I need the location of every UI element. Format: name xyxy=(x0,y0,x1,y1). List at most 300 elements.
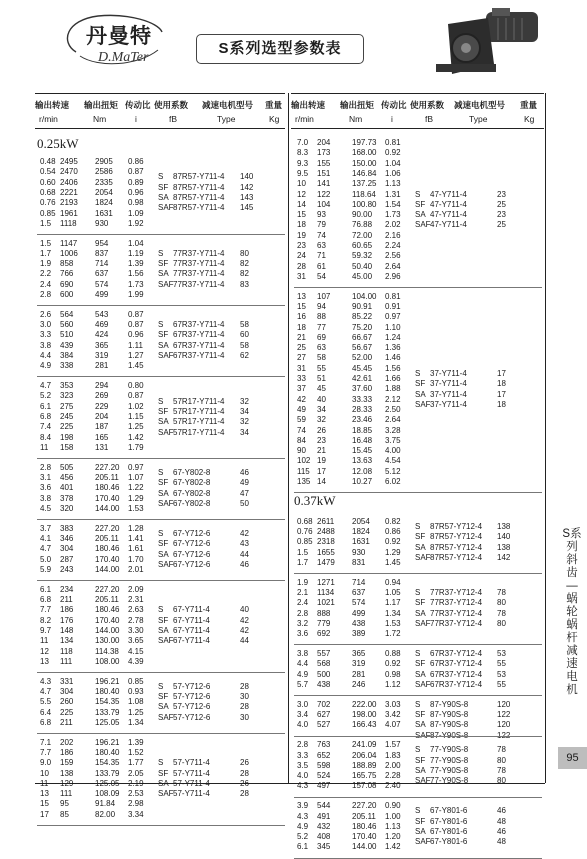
model-type-cell: 57-Y712-6 xyxy=(173,702,211,712)
service-factor-cell: 1.53 xyxy=(385,619,401,629)
torque-cell: 138 xyxy=(60,768,74,778)
service-factor-cell: 0.94 xyxy=(385,577,401,587)
speed-cell: 4.0 xyxy=(297,771,309,781)
service-factor-cell: 1.77 xyxy=(128,758,144,768)
torque-cell: 159 xyxy=(60,758,74,768)
weight-cell: 28 xyxy=(240,681,249,691)
speed-cell: 19 xyxy=(297,230,306,240)
model-prefix-cell: SA xyxy=(158,549,169,559)
service-factor-cell: 0.81 xyxy=(385,291,401,301)
ratio-cell: 168.00 xyxy=(352,148,377,158)
ratio-cell: 241.09 xyxy=(352,740,377,750)
ratio-cell: 180.46 xyxy=(95,483,120,493)
service-factor-cell: 2.12 xyxy=(385,394,401,404)
ratio-cell: 104.00 xyxy=(352,291,377,301)
ratio-cell: 319 xyxy=(95,351,109,361)
torque-cell: 568 xyxy=(317,659,331,669)
weight-cell: 48 xyxy=(497,816,506,826)
speed-cell: 23 xyxy=(297,241,306,250)
model-prefix-cell: SF xyxy=(158,478,169,488)
torque-cell: 45 xyxy=(317,384,326,394)
ratio-cell: 10.27 xyxy=(352,477,373,487)
speed-cell: 4.4 xyxy=(297,659,309,669)
service-factor-cell: 1.29 xyxy=(128,493,144,503)
ratio-cell: 424 xyxy=(95,330,109,340)
weight-cell: 49 xyxy=(240,478,249,488)
weight-cell: 83 xyxy=(240,279,249,289)
model-prefix-cell: SA xyxy=(415,389,426,399)
torque-cell: 85 xyxy=(60,809,69,819)
col-ratio-header: 传动比 xyxy=(381,100,407,110)
ratio-cell: 180.40 xyxy=(95,747,120,757)
speed-cell: 3.9 xyxy=(297,801,309,811)
model-type-cell: 57R17-Y711-4 xyxy=(173,427,225,437)
speed-cell: 1.9 xyxy=(297,577,309,587)
service-factor-cell: 2.56 xyxy=(385,251,401,261)
torque-cell: 173 xyxy=(317,148,331,158)
torque-cell: 63 xyxy=(317,241,326,250)
model-prefix-cell: SAF xyxy=(415,220,431,230)
torque-cell: 19 xyxy=(317,456,326,466)
speed-cell: 2.4 xyxy=(297,598,309,608)
service-factor-cell: 1.25 xyxy=(128,422,144,432)
ratio-cell: 229 xyxy=(95,401,109,411)
service-factor-cell: 0.91 xyxy=(385,301,401,311)
service-factor-cell: 2.24 xyxy=(385,241,401,250)
model-prefix-cell: SAF xyxy=(415,399,431,409)
service-factor-cell: 1.13 xyxy=(385,179,401,189)
service-factor-cell: 1.25 xyxy=(128,707,144,717)
weight-cell: 62 xyxy=(240,351,249,361)
service-factor-cell: 2.40 xyxy=(385,781,401,791)
speed-cell: 11 xyxy=(40,442,49,452)
model-type-cell: 57-Y711-4 xyxy=(173,768,210,778)
model-prefix-cell: SAF xyxy=(158,636,174,646)
model-type-cell: 57R17-Y711-4 xyxy=(173,396,225,406)
model-type-cell: 57-Y712-6 xyxy=(173,712,211,722)
ratio-cell: 137.25 xyxy=(352,179,377,189)
weight-cell: 142 xyxy=(240,182,254,192)
speed-cell: 3.6 xyxy=(297,629,309,639)
model-prefix-cell: SA xyxy=(158,488,169,498)
speed-cell: 0.76 xyxy=(40,198,56,208)
ratio-cell: 170.40 xyxy=(95,554,120,564)
col-torque-unit: Nm xyxy=(93,114,107,124)
model-type-cell: 37-Y711-4 xyxy=(430,399,467,409)
model-type-cell: 67-Y712-6 xyxy=(173,549,211,559)
model-prefix-cell: SAF xyxy=(158,351,174,361)
service-factor-cell: 1.92 xyxy=(128,218,144,228)
model-type-cell: 87R57-Y712-4 xyxy=(430,552,483,562)
torque-cell: 456 xyxy=(60,473,74,483)
speed-cell: 4.5 xyxy=(40,503,52,513)
service-factor-cell: 0.86 xyxy=(385,527,401,537)
model-prefix-cell: SA xyxy=(158,778,169,788)
service-factor-cell: 1.34 xyxy=(128,717,144,727)
weight-cell: 53 xyxy=(497,669,506,679)
service-factor-cell: 1.09 xyxy=(128,208,144,218)
ratio-cell: 206.04 xyxy=(352,750,377,760)
torque-cell: 1655 xyxy=(317,547,335,557)
service-factor-cell: 0.86 xyxy=(128,157,144,166)
model-type-cell: 37-Y711-4 xyxy=(430,389,467,399)
model-prefix-cell: SA xyxy=(415,542,426,552)
torque-cell: 323 xyxy=(60,391,74,401)
col-ratio-unit: i xyxy=(135,114,137,124)
group-separator xyxy=(37,376,285,377)
model-type-cell: 77R37-Y712-4 xyxy=(430,619,483,629)
gear-motor-image xyxy=(428,4,548,84)
weight-cell: 80 xyxy=(497,598,506,608)
torque-cell: 2318 xyxy=(317,537,335,547)
model-prefix-cell: S xyxy=(158,320,164,330)
service-factor-cell: 1.17 xyxy=(385,598,401,608)
speed-cell: 6.8 xyxy=(40,717,52,727)
ratio-cell: 714 xyxy=(352,577,366,587)
ratio-cell: 365 xyxy=(352,649,366,659)
torque-cell: 598 xyxy=(317,760,331,770)
speed-cell: 2.6 xyxy=(40,309,52,319)
speed-cell: 8.4 xyxy=(40,432,52,442)
torque-cell: 2406 xyxy=(60,177,78,187)
torque-cell: 346 xyxy=(60,534,74,544)
speed-cell: 3.2 xyxy=(297,619,309,629)
service-factor-cell: 1.04 xyxy=(128,238,144,248)
torque-cell: 55 xyxy=(317,363,326,373)
ratio-cell: 165 xyxy=(95,432,109,442)
model-prefix-cell: S xyxy=(415,649,421,659)
torque-cell: 527 xyxy=(317,720,331,730)
ratio-cell: 52.00 xyxy=(352,353,373,363)
speed-cell: 7.7 xyxy=(40,747,52,757)
service-factor-cell: 3.28 xyxy=(385,425,401,435)
speed-cell: 4.7 xyxy=(40,381,52,391)
torque-cell: 141 xyxy=(317,179,331,189)
weight-cell: 26 xyxy=(240,778,249,788)
model-prefix-cell: S xyxy=(158,528,164,538)
service-factor-cell: 2.50 xyxy=(385,404,401,414)
weight-cell: 46 xyxy=(497,827,506,837)
ratio-cell: 170.40 xyxy=(95,615,120,625)
ratio-cell: 205.11 xyxy=(95,473,119,483)
left-table-header xyxy=(35,93,285,129)
weight-cell: 46 xyxy=(240,467,249,477)
speed-cell: 3.4 xyxy=(297,710,309,720)
service-factor-cell: 1.39 xyxy=(128,259,144,269)
ratio-cell: 170.40 xyxy=(95,493,120,503)
group-separator xyxy=(37,733,285,734)
ratio-cell: 281 xyxy=(95,361,109,371)
model-type-cell: 77-Y90S-8 xyxy=(430,755,469,765)
ratio-cell: 831 xyxy=(352,558,366,568)
service-factor-cell: 1.61 xyxy=(128,544,144,554)
model-prefix-cell: SAF xyxy=(158,279,174,289)
speed-cell: 0.76 xyxy=(297,527,313,537)
speed-cell: 3.1 xyxy=(40,473,52,483)
speed-cell: 4.0 xyxy=(297,720,309,730)
weight-cell: 18 xyxy=(497,379,506,389)
weight-cell: 25 xyxy=(497,199,506,209)
model-type-cell: 47-Y711-4 xyxy=(430,220,467,230)
ratio-cell: 1631 xyxy=(352,537,370,547)
speed-cell: 0.68 xyxy=(40,187,56,197)
torque-cell: 560 xyxy=(60,320,74,330)
service-factor-cell: 0.96 xyxy=(128,330,144,340)
speed-cell: 4.3 xyxy=(40,676,52,686)
ratio-cell: 154.35 xyxy=(95,758,120,768)
service-factor-cell: 1.07 xyxy=(128,473,144,483)
model-prefix-cell: SF xyxy=(158,406,169,416)
service-factor-cell: 1.83 xyxy=(385,750,401,760)
ratio-cell: 50.40 xyxy=(352,261,373,271)
model-prefix-cell: SAF xyxy=(158,427,174,437)
speed-cell: 1.5 xyxy=(40,218,52,228)
weight-cell: 82 xyxy=(240,269,249,279)
col-service-factor-header: 使用系数 xyxy=(410,100,445,110)
weight-cell: 80 xyxy=(497,619,506,629)
model-type-cell: 37-Y711-4 xyxy=(430,368,467,378)
ratio-cell: 205.11 xyxy=(95,534,119,544)
model-prefix-cell: S xyxy=(158,467,164,477)
speed-cell: 11 xyxy=(40,636,49,646)
ratio-cell: 2335 xyxy=(95,177,113,187)
model-prefix-cell: SA xyxy=(158,340,169,350)
weight-cell: 17 xyxy=(497,389,506,399)
model-type-cell: 67-Y802-8 xyxy=(173,467,211,477)
weight-cell: 23 xyxy=(497,210,506,220)
torque-cell: 439 xyxy=(60,340,74,350)
group-separator xyxy=(294,695,542,696)
torque-cell: 2488 xyxy=(317,527,335,537)
speed-cell: 18 xyxy=(297,322,306,332)
speed-cell: 11 xyxy=(40,778,49,788)
service-factor-cell: 1.29 xyxy=(385,547,401,557)
page-header xyxy=(0,0,587,92)
col-model-unit: Type xyxy=(217,114,236,124)
service-factor-cell: 1.73 xyxy=(128,279,144,289)
model-type-cell: 67-Y802-8 xyxy=(173,488,211,498)
weight-cell: 34 xyxy=(240,406,249,416)
service-factor-cell: 1.70 xyxy=(128,554,144,564)
service-factor-cell: 0.87 xyxy=(128,309,144,319)
speed-cell: 4.3 xyxy=(297,781,309,791)
model-prefix-cell: S xyxy=(415,806,421,816)
torque-cell: 858 xyxy=(60,259,74,269)
group-separator xyxy=(37,234,285,235)
weight-cell: 28 xyxy=(240,768,249,778)
ratio-cell: 170.40 xyxy=(352,832,377,842)
torque-cell: 432 xyxy=(317,821,331,831)
torque-cell: 384 xyxy=(60,351,74,361)
service-factor-cell: 0.81 xyxy=(385,138,401,147)
ratio-cell: 2586 xyxy=(95,167,113,177)
model-type-cell: 77R37-Y712-4 xyxy=(430,588,483,598)
torque-cell: 74 xyxy=(317,230,326,240)
speed-cell: 4.9 xyxy=(297,821,309,831)
service-factor-cell: 1.79 xyxy=(128,442,144,452)
torque-cell: 338 xyxy=(60,361,74,371)
model-prefix-cell: SAF xyxy=(415,680,431,690)
model-prefix-cell: S xyxy=(158,396,164,406)
group-separator xyxy=(294,797,542,798)
weight-cell: 122 xyxy=(497,710,511,720)
torque-cell: 438 xyxy=(317,680,331,690)
torque-cell: 211 xyxy=(60,717,73,727)
model-prefix-cell: S xyxy=(158,681,164,691)
group-separator xyxy=(37,672,285,673)
torque-cell: 557 xyxy=(317,649,331,659)
ratio-cell: 72.00 xyxy=(352,230,373,240)
col-ratio-header: 传动比 xyxy=(125,100,151,110)
speed-cell: 3.3 xyxy=(297,750,309,760)
service-factor-cell: 0.82 xyxy=(385,516,401,526)
speed-cell: 13 xyxy=(40,656,49,666)
weight-cell: 78 xyxy=(497,745,506,755)
weight-cell: 26 xyxy=(240,758,249,768)
weight-cell: 30 xyxy=(240,712,249,722)
service-factor-cell: 0.92 xyxy=(385,659,401,669)
speed-cell: 18 xyxy=(297,220,306,230)
col-torque-header: 输出扭矩 xyxy=(84,100,119,110)
ratio-cell: 365 xyxy=(95,340,109,350)
model-prefix-cell: SA xyxy=(415,608,426,618)
weight-cell: 43 xyxy=(240,539,249,549)
torque-cell: 1006 xyxy=(60,248,78,258)
ratio-cell: 130.00 xyxy=(95,636,120,646)
torque-cell: 94 xyxy=(317,301,326,311)
speed-cell: 31 xyxy=(297,363,306,373)
model-prefix-cell: SAF xyxy=(158,712,174,722)
service-factor-cell: 5.12 xyxy=(385,466,401,476)
weight-cell: 140 xyxy=(497,532,511,542)
torque-cell: 692 xyxy=(317,629,331,639)
speed-cell: 0.60 xyxy=(40,177,56,187)
torque-cell: 93 xyxy=(317,210,326,220)
model-prefix-cell: S xyxy=(415,522,421,532)
torque-cell: 245 xyxy=(60,412,74,422)
weight-cell: 34 xyxy=(240,427,249,437)
model-prefix-cell: SF xyxy=(158,615,169,625)
ratio-cell: 438 xyxy=(352,619,366,629)
service-factor-cell: 0.89 xyxy=(128,177,144,187)
ratio-cell: 15.45 xyxy=(352,446,373,456)
service-factor-cell: 0.98 xyxy=(385,669,401,679)
speed-cell: 37 xyxy=(297,384,306,394)
model-type-cell: 67-Y801-6 xyxy=(430,827,468,837)
torque-cell: 69 xyxy=(317,332,326,342)
service-factor-cell: 3.30 xyxy=(128,625,144,635)
model-type-cell: 77R37-Y712-4 xyxy=(430,598,483,608)
service-factor-cell: 2.16 xyxy=(385,230,401,240)
ratio-cell: 2054 xyxy=(95,187,113,197)
service-factor-cell: 1.72 xyxy=(385,629,401,639)
ratio-cell: 45.45 xyxy=(352,363,373,373)
model-prefix-cell: SA xyxy=(158,625,169,635)
speed-cell: 6.1 xyxy=(297,842,309,852)
service-factor-cell: 3.42 xyxy=(385,710,401,720)
ratio-cell: 12.08 xyxy=(352,466,373,476)
speed-cell: 4.7 xyxy=(40,544,52,554)
model-prefix-cell: SF xyxy=(415,199,426,209)
group-separator xyxy=(294,287,542,288)
ratio-cell: 930 xyxy=(95,218,109,228)
model-prefix-cell: SF xyxy=(415,755,426,765)
model-type-cell: 57-Y711-4 xyxy=(173,789,210,799)
weight-cell: 58 xyxy=(240,320,249,330)
speed-cell: 1.7 xyxy=(40,248,52,258)
col-speed-header: 输出转速 xyxy=(291,100,326,110)
weight-cell: 47 xyxy=(240,488,249,498)
ratio-cell: 90.91 xyxy=(352,301,373,311)
ratio-cell: 100.80 xyxy=(352,199,377,209)
service-factor-cell: 1.56 xyxy=(385,363,401,373)
ratio-cell: 146.84 xyxy=(352,168,377,178)
model-type-cell: 77-Y90S-8 xyxy=(430,745,469,755)
torque-cell: 225 xyxy=(60,422,74,432)
ratio-cell: 125.05 xyxy=(95,717,120,727)
ratio-cell: 28.33 xyxy=(352,404,373,414)
model-prefix-cell: SF xyxy=(415,816,426,826)
speed-cell: 6.8 xyxy=(40,595,52,605)
torque-cell: 505 xyxy=(60,462,74,472)
service-factor-cell: 1.27 xyxy=(128,351,144,361)
model-type-cell: 67-Y712-6 xyxy=(173,528,211,538)
speed-cell: 102 xyxy=(297,456,311,466)
speed-cell: 6.8 xyxy=(40,412,52,422)
ratio-cell: 157.08 xyxy=(352,781,377,791)
model-prefix-cell: SF xyxy=(158,768,169,778)
model-prefix-cell: SF xyxy=(415,659,426,669)
torque-cell: 111 xyxy=(60,656,73,666)
model-prefix-cell: SA xyxy=(415,720,426,730)
ratio-cell: 18.85 xyxy=(352,425,373,435)
speed-cell: 3.8 xyxy=(40,493,52,503)
service-factor-cell: 3.75 xyxy=(385,435,401,445)
weight-cell: 55 xyxy=(497,680,506,690)
ratio-cell: 165.75 xyxy=(352,771,377,781)
speed-cell: 15 xyxy=(297,210,306,220)
model-prefix-cell: S xyxy=(415,699,421,709)
model-type-cell: 67-Y802-8 xyxy=(173,478,211,488)
ratio-cell: 269 xyxy=(95,391,109,401)
service-factor-cell: 1.15 xyxy=(128,412,144,422)
speed-cell: 1.7 xyxy=(297,558,309,568)
torque-cell: 88 xyxy=(317,312,326,322)
speed-cell: 4.9 xyxy=(40,361,52,371)
service-factor-cell: 2.98 xyxy=(128,799,144,809)
weight-cell: 78 xyxy=(497,766,506,776)
model-type-cell: 67R37-Y711-4 xyxy=(173,330,225,340)
speed-cell: 13 xyxy=(297,291,306,301)
ratio-cell: 144.00 xyxy=(352,842,377,852)
service-factor-cell: 1.36 xyxy=(385,343,401,353)
model-prefix-cell: SF xyxy=(158,539,169,549)
col-weight-header: 重量 xyxy=(520,100,538,110)
torque-cell: 186 xyxy=(60,605,74,615)
service-factor-cell: 1.42 xyxy=(128,432,144,442)
model-type-cell: 87-Y90S-8 xyxy=(430,710,469,720)
torque-cell: 353 xyxy=(60,381,74,391)
service-factor-cell: 2.64 xyxy=(385,261,401,271)
col-weight-unit: Kg xyxy=(524,114,535,124)
model-prefix-cell: SA xyxy=(158,193,169,203)
model-type-cell: 67R37-Y711-4 xyxy=(173,351,225,361)
model-prefix-cell: SF xyxy=(158,259,169,269)
model-type-cell: 37-Y711-4 xyxy=(430,379,467,389)
col-service-factor-unit: fB xyxy=(425,114,434,124)
torque-cell: 111 xyxy=(60,789,73,799)
torque-cell: 1118 xyxy=(60,218,77,228)
